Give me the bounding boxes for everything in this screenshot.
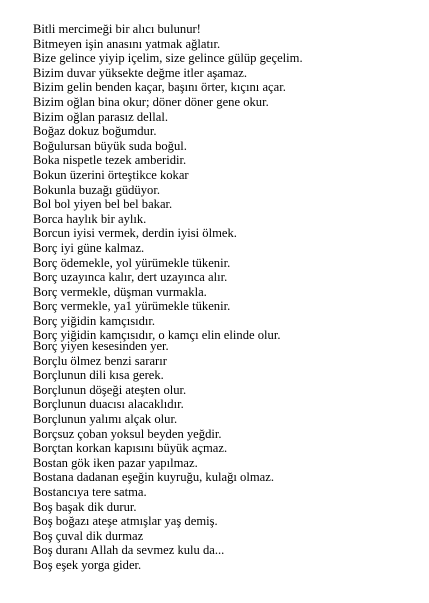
proverb-line: Boş eşek yorga gider.	[33, 557, 142, 572]
proverb-line: Bizim oğlan bina okur; döner döner gene okur.	[33, 94, 269, 109]
proverb-line: Bostana dadanan eşeğin kuyruğu, kulağı olmaz.	[33, 470, 274, 485]
proverb-line: Boka nispetle tezek amberidir.	[33, 153, 187, 168]
proverb-line: Borç yiğidin kamçısıdır.	[33, 313, 156, 328]
proverb-line: Bitli mercimeği bir alıcı bulunur!	[33, 22, 201, 36]
proverb-line: Bizim duvar yüksekte değme itler aşamaz.	[33, 65, 248, 80]
proverb-line: Bostan gök iken pazar yapılmaz.	[33, 455, 198, 470]
proverb-line: Boğulursan büyük suda boğul.	[33, 138, 187, 153]
proverb-line: Boğaz dokuz boğumdur.	[33, 124, 157, 139]
proverb-line: Borçlunun döşeği ateşten olur.	[33, 382, 187, 397]
proverb-line: Borca haylık bir aylık.	[33, 211, 147, 226]
proverb-line: Boş duranı Allah da sevmez kulu da...	[33, 543, 225, 558]
proverb-line: Borç uzayınca kalır, dert uzayınca alır.	[33, 270, 228, 285]
proverb-line: Borçlunun dili kısa gerek.	[33, 368, 164, 383]
proverb-line: Borç yiğidin kamçısıdır, o kamçı elin elinde olur.	[33, 328, 281, 343]
proverb-list	[33, 22, 303, 573]
proverb-line: Borçlunun duacısı alacaklıdır.	[33, 397, 184, 412]
proverb-line: Borçtan korkan kapısını büyük açmaz.	[33, 441, 228, 456]
proverb-line: Borç vermekle, ya1 yürümekle tükenir.	[33, 299, 231, 314]
proverb-line: Bol bol yiyen bel bel bakar.	[33, 197, 173, 212]
proverb-line: Bokunla buzağı güdüyor.	[33, 182, 160, 197]
proverb-line: Bostancıya tere satma.	[33, 485, 147, 499]
proverb-line: Boş çuval dik durmaz	[33, 528, 144, 543]
proverb-line: Bokun üzerini örteştikce kokar	[33, 167, 189, 182]
proverb-line: Borç iyi güne kalmaz.	[33, 240, 145, 255]
proverb-line: Borçlu ölmez benzi sararır	[33, 353, 167, 368]
proverb-line: Borcun iyisi vermek, derdin iyisi ölmek.	[33, 226, 237, 241]
proverb-line: Boş başak dik durur.	[33, 499, 137, 514]
proverb-line: Bizim oğlan parasız dellal.	[33, 109, 168, 124]
proverb-line: Borç yiyen kesesinden yer.	[33, 339, 169, 354]
proverb-line: Bitmeyen işin anasını yatmak ağlatır.	[33, 36, 221, 51]
proverb-line: Borçsuz çoban yoksul beyden yeğdir.	[33, 426, 222, 441]
proverb-line: Borç vermekle, düşman vurmakla.	[33, 284, 207, 299]
proverb-line: Bizim gelin benden kaçar, başını örter, kıçını açar.	[33, 80, 286, 95]
proverb-line: Boş boğazı ateşe atmışlar yaş demiş.	[33, 514, 218, 529]
proverb-line: Borç ödemekle, yol yürümekle tükenir.	[33, 255, 231, 270]
proverb-line: Borçlunun yalımı alçak olur.	[33, 412, 178, 427]
proverb-line: Bize gelince yiyip içelim, size gelince gülüp geçelim.	[33, 51, 303, 66]
